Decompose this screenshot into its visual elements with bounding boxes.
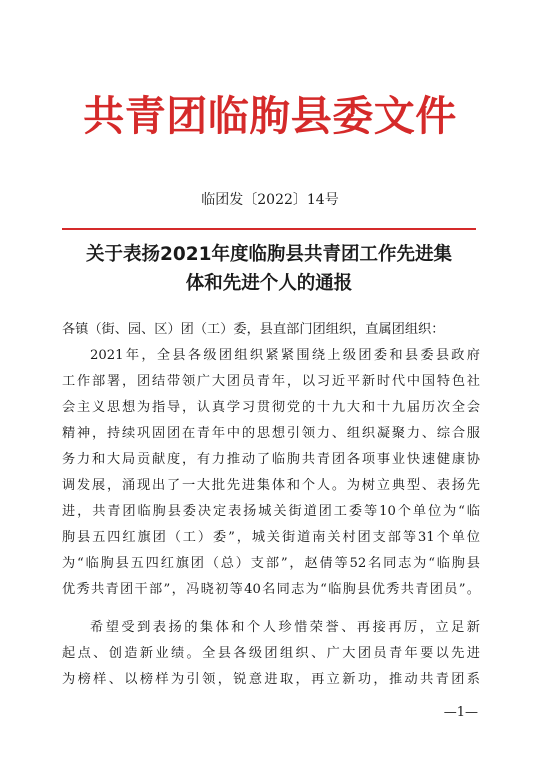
para2-line: 起点、创造新业绩。全县各级团组织、广大团员青年要以先进 <box>62 646 480 661</box>
para1-line: 2021年，全县各级团组织紧紧围绕上级团委和县委县政府 <box>90 348 480 363</box>
red-separator-rule <box>62 228 476 230</box>
page-number: —1— <box>443 705 478 720</box>
document-body <box>62 317 480 693</box>
para1-line: 朐县五四红旗团（工）委”，城关街道南关村团支部等31个单位 <box>62 530 480 545</box>
para2-line: 希望受到表扬的集体和个人珍惜荣誉、再接再厉，立足新 <box>90 620 480 635</box>
para1-line: 工作部署，团结带领广大团员青年，以习近平新时代中国特色社 <box>62 374 480 389</box>
para2-line: 为榜样、以榜样为引领，锐意进取，再立新功，推动共青团系 <box>62 672 480 687</box>
para1-line: 为“临朐县五四红旗团（总）支部”，赵倩等52名同志为“临朐县 <box>62 556 480 571</box>
subject-line-2: 体和先进个人的通报 <box>185 273 353 294</box>
document-header-title: 共青团临朐县委文件 <box>83 92 457 140</box>
document-number: 临团发〔2022〕14号 <box>201 192 339 208</box>
para1-line: 进，共青团临朐县委决定表扬城关街道团工委等10个单位为“临 <box>62 504 480 519</box>
para1-line: 优秀共青团干部”，冯晓初等40名同志为“临朐县优秀共青团员”。 <box>62 582 480 597</box>
document-subject <box>62 240 476 298</box>
salutation: 各镇（街、园、区）团（工）委，县直部门团组织，直属团组织： <box>62 322 445 337</box>
para1-line: 会主义思想为指导，认真学习贯彻党的十九大和十九届历次全会 <box>62 400 480 415</box>
para1-line: 务力和大局贡献度，有力推动了临朐共青团各项事业快速健康协 <box>62 452 480 467</box>
para1-line: 精神，持续巩固团在青年中的思想引领力、组织凝聚力、综合服 <box>62 426 480 441</box>
subject-line-1: 关于表扬2021年度临朐县共青团工作先进集 <box>86 244 452 265</box>
paragraph-gap <box>62 603 480 615</box>
para1-line: 调发展，涌现出了一大批先进集体和个人。为树立典型、表扬先 <box>62 478 480 493</box>
